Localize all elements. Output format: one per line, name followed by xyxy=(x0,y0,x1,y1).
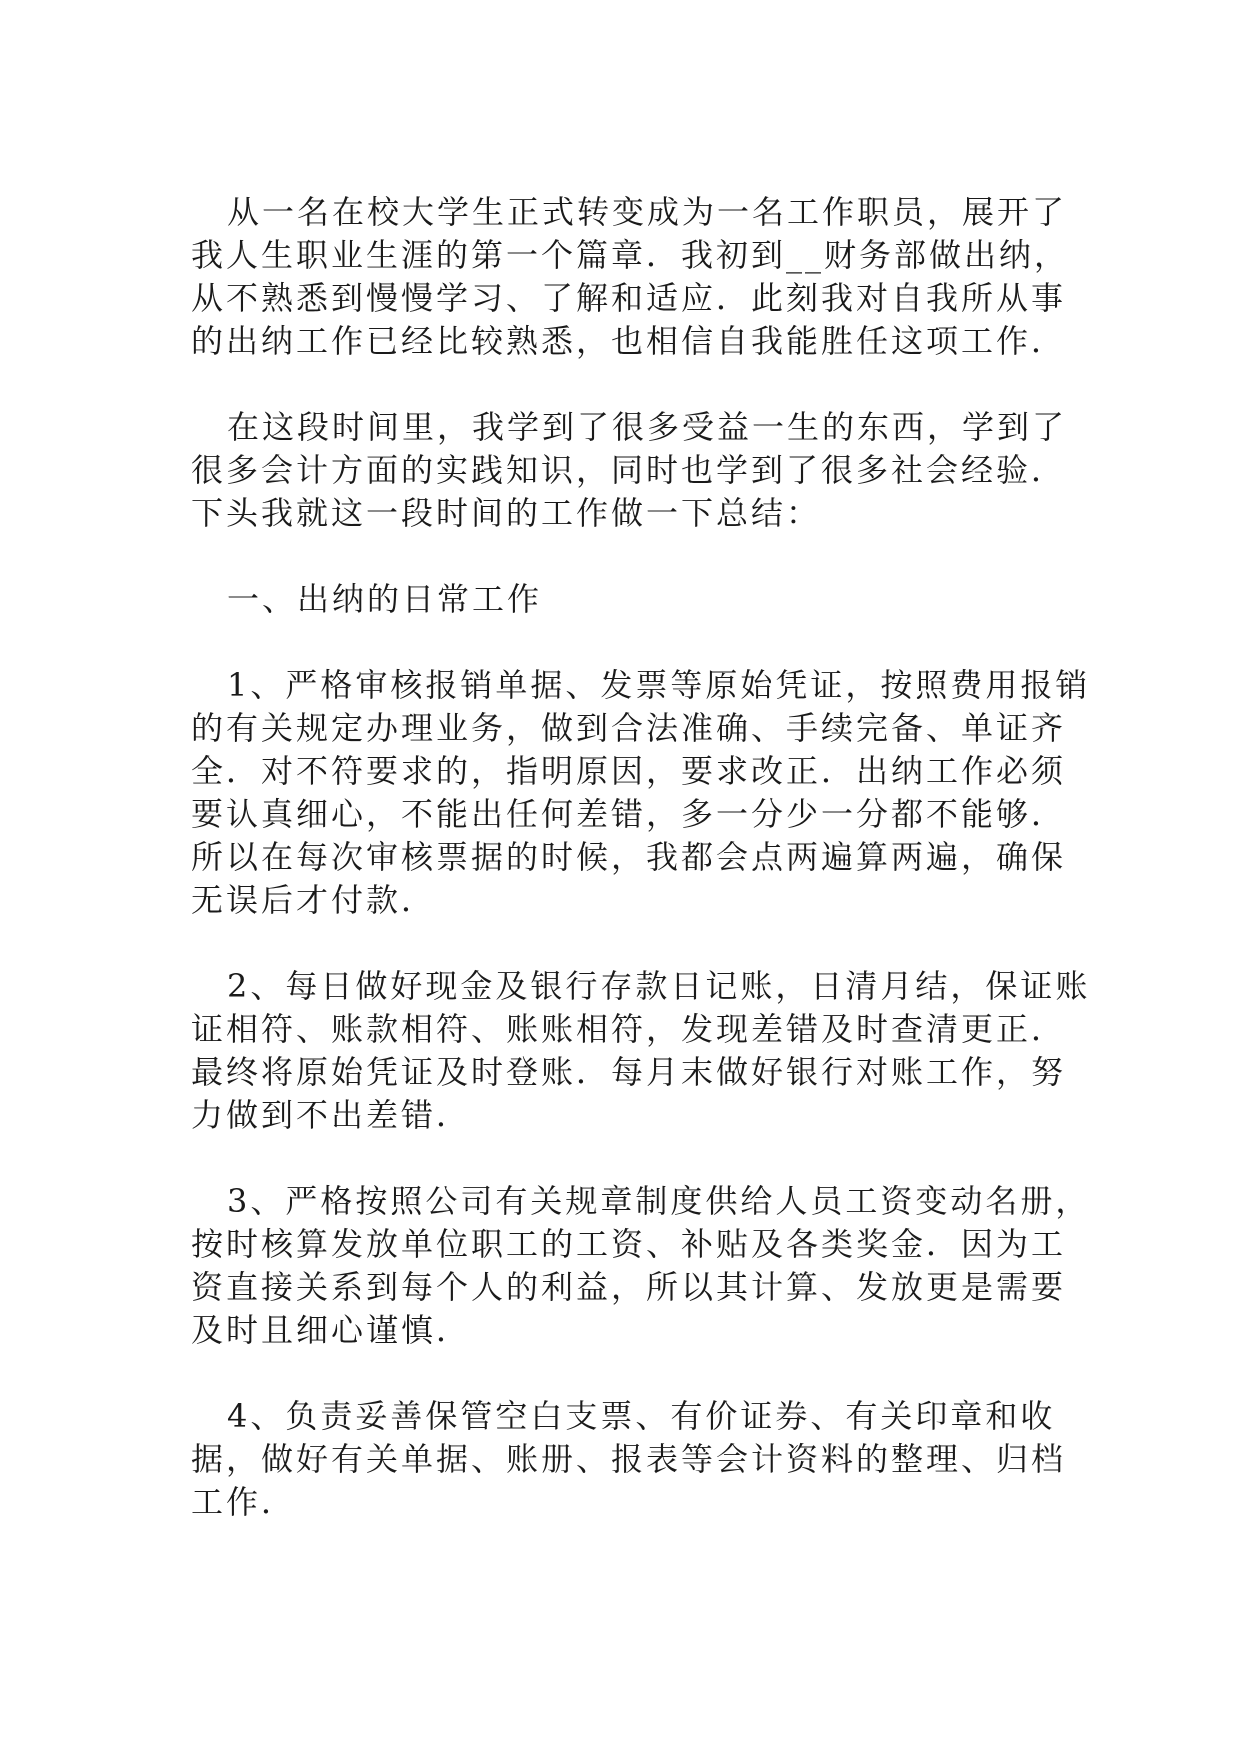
paragraph-intro xyxy=(191,191,1070,363)
text-line: 及时且细心谨慎． xyxy=(191,1311,472,1349)
text-line: 在这段时间里，我学到了很多受益一生的东西，学到了 xyxy=(227,408,1068,446)
list-item-4 xyxy=(191,1395,1067,1524)
text-line: 最终将原始凭证及时登账．每月末做好银行对账工作，努 xyxy=(191,1053,1067,1091)
text-line: 力做到不出差错． xyxy=(191,1096,472,1134)
text-line: 资直接关系到每个人的利益，所以其计算、发放更是需要 xyxy=(191,1268,1067,1306)
paragraph-summary-intro xyxy=(191,406,1068,535)
document-body xyxy=(191,191,1091,1567)
text-line: 的出纳工作已经比较熟悉，也相信自我能胜任这项工作． xyxy=(191,322,1067,360)
text-line: 全．对不符要求的，指明原因，要求改正．出纳工作必须 xyxy=(191,752,1067,790)
text-line: 3、严格按照公司有关规章制度供给人员工资变动名册， xyxy=(227,1182,1091,1220)
list-item-3 xyxy=(191,1180,1091,1352)
heading-text: 一、出纳的日常工作 xyxy=(227,580,543,618)
text-line: 按时核算发放单位职工的工资、补贴及各类奖金．因为工 xyxy=(191,1225,1067,1263)
text-line: 下头我就这一段时间的工作做一下总结： xyxy=(191,494,822,532)
text-line: 证相符、账款相符、账账相符，发现差错及时查清更正． xyxy=(191,1010,1067,1048)
text-line: 无误后才付款． xyxy=(191,881,437,919)
section-heading xyxy=(191,578,1049,621)
text-line: 所以在每次审核票据的时候，我都会点两遍算两遍，确保 xyxy=(191,838,1067,876)
text-line: 要认真细心，不能出任何差错，多一分少一分都不能够． xyxy=(191,795,1067,833)
text-line: 从一名在校大学生正式转变成为一名工作职员，展开了 xyxy=(227,193,1068,231)
text-line: 据，做好有关单据、账册、报表等会计资料的整理、归档 xyxy=(191,1440,1067,1478)
text-line: 1、严格审核报销单据、发票等原始凭证，按照费用报销 xyxy=(227,666,1091,704)
text-line: 从不熟悉到慢慢学习、了解和适应．此刻我对自我所从事 xyxy=(191,279,1067,317)
text-line: 的有关规定办理业务，做到合法准确、手续完备、单证齐 xyxy=(191,709,1067,747)
list-item-2 xyxy=(191,965,1091,1137)
text-line: 很多会计方面的实践知识，同时也学到了很多社会经验． xyxy=(191,451,1067,489)
text-line: 工作． xyxy=(191,1483,297,1521)
text-line: 2、每日做好现金及银行存款日记账，日清月结，保证账 xyxy=(227,967,1091,1005)
list-item-1 xyxy=(191,664,1091,922)
text-line: 我人生职业生涯的第一个篇章．我初到__财务部做出纳， xyxy=(191,236,1070,274)
text-line: 4、负责妥善保管空白支票、有价证券、有关印章和收 xyxy=(227,1397,1056,1435)
